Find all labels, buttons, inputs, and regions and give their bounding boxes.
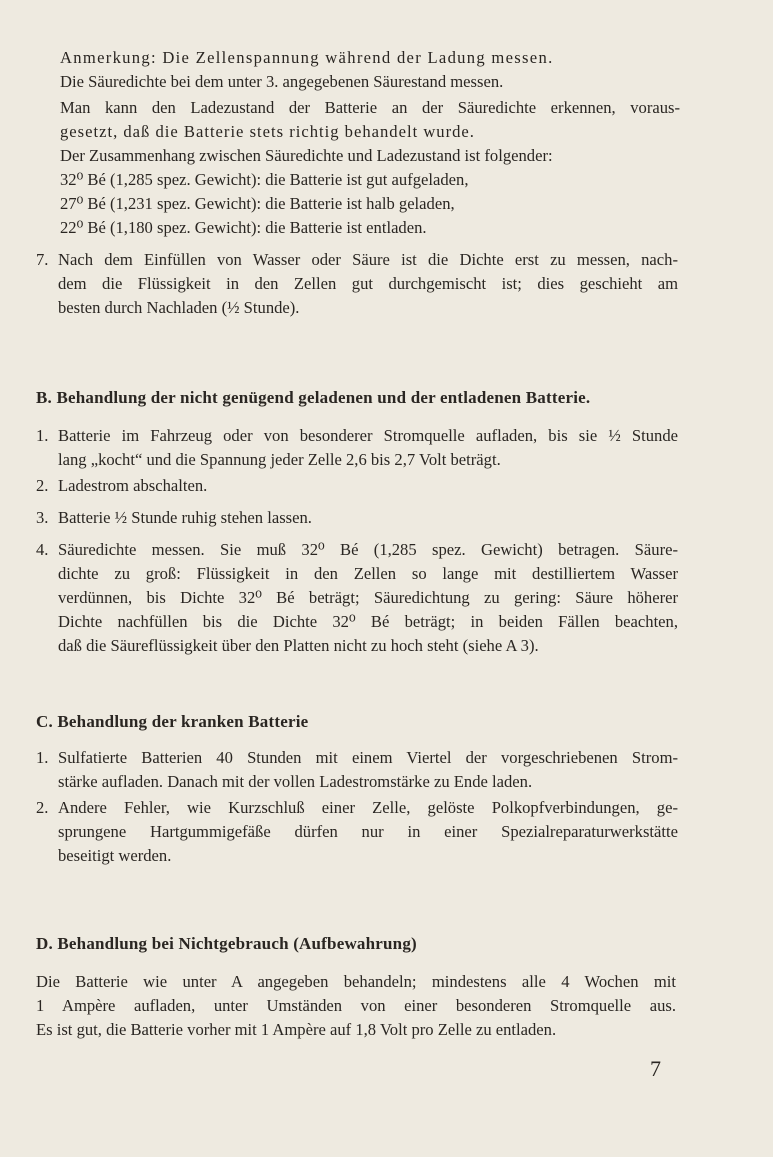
text-line: Die Batterie wie unter A angegeben behandeln; mindestens alle 4 Wochen mit bbox=[36, 972, 676, 991]
list-item bbox=[58, 538, 678, 658]
text-line: Batterie im Fahrzeug oder von besonderer Stromquelle aufladen, bis sie ½ Stunde bbox=[58, 426, 678, 445]
section-heading: B. Behandlung der nicht genügend geladenen und der entladenen Batterie. bbox=[36, 388, 591, 407]
text-line: Es ist gut, die Batterie vorher mit 1 Ampère auf 1,8 Volt pro Zelle zu entladen. bbox=[36, 1020, 557, 1039]
storage-paragraph bbox=[36, 970, 676, 1042]
list-item bbox=[58, 746, 678, 794]
text-line: Ladestrom abschalten. bbox=[58, 476, 208, 495]
section-heading: C. Behandlung der kranken Batterie bbox=[36, 712, 309, 731]
list-item bbox=[58, 474, 678, 498]
text-line: dem die Flüssigkeit in den Zellen gut durchgemischt ist; dies geschieht am bbox=[58, 274, 678, 293]
charge-state-paragraph bbox=[60, 96, 680, 240]
text-line: gesetzt, daß die Batterie stets richtig behandelt wurde. bbox=[60, 122, 475, 141]
item-number: 1. bbox=[36, 748, 49, 767]
text-line: lang „kocht“ und die Spannung jeder Zelle 2,6 bis 2,7 Volt beträgt. bbox=[58, 450, 501, 469]
item-number: 3. bbox=[36, 508, 49, 527]
list-item bbox=[58, 796, 678, 868]
item-number: 2. bbox=[36, 476, 49, 495]
text-line: besten durch Nachladen (½ Stunde). bbox=[58, 298, 300, 317]
text-line: verdünnen, bis Dichte 32⁰ Bé beträgt; Säuredichtung zu gering: Säure höherer bbox=[58, 588, 678, 607]
list-item bbox=[58, 506, 678, 530]
text-line: Anmerkung: Die Zellenspannung während der Ladung messen. bbox=[60, 48, 554, 67]
text-line: stärke aufladen. Danach mit der vollen Ladestromstärke zu Ende laden. bbox=[58, 772, 533, 791]
text-line: Die Säuredichte bei dem unter 3. angegebenen Säurestand messen. bbox=[60, 72, 504, 91]
item-number: 4. bbox=[36, 540, 49, 559]
text-line: beseitigt werden. bbox=[58, 846, 172, 865]
item-number: 2. bbox=[36, 798, 49, 817]
item-number: 7. bbox=[36, 250, 49, 269]
text-line: Sulfatierte Batterien 40 Stunden mit einem Viertel der vorgeschriebenen Strom- bbox=[58, 748, 678, 767]
text-line: 22⁰ Bé (1,180 spez. Gewicht): die Batterie ist entladen. bbox=[60, 218, 427, 237]
item-number: 1. bbox=[36, 426, 49, 445]
text-line: daß die Säureflüssigkeit über den Platten nicht zu hoch steht (siehe A 3). bbox=[58, 636, 539, 655]
text-line: dichte zu groß: Flüssigkeit in den Zellen so lange mit destilliertem Wasser bbox=[58, 564, 678, 583]
text-line: 1 Ampère aufladen, unter Umständen von einer besonderen Stromquelle aus. bbox=[36, 996, 676, 1015]
text-line: Nach dem Einfüllen von Wasser oder Säure ist die Dichte erst zu messen, nach- bbox=[58, 250, 678, 269]
text-line: Man kann den Ladezustand der Batterie an der Säuredichte erkennen, voraus- bbox=[60, 98, 680, 117]
text-line: sprungene Hartgummigefäße dürfen nur in einer Spezialreparaturwerkstätte bbox=[58, 822, 678, 841]
page-number: 7 bbox=[650, 1056, 661, 1081]
note-paragraph bbox=[60, 46, 680, 94]
text-line: Säuredichte messen. Sie muß 32⁰ Bé (1,285 spez. Gewicht) betragen. Säure- bbox=[58, 540, 678, 559]
text-line: 27⁰ Bé (1,231 spez. Gewicht): die Batterie ist halb geladen, bbox=[60, 194, 455, 213]
text-line: Batterie ½ Stunde ruhig stehen lassen. bbox=[58, 508, 312, 527]
list-item bbox=[58, 248, 678, 320]
text-line: Andere Fehler, wie Kurzschluß einer Zelle, gelöste Polkopfverbindungen, ge- bbox=[58, 798, 678, 817]
list-item bbox=[58, 424, 678, 472]
text-line: Der Zusammenhang zwischen Säuredichte und Ladezustand ist folgender: bbox=[60, 146, 553, 165]
text-line: Dichte nachfüllen bis die Dichte 32⁰ Bé beträgt; in beiden Fällen beachten, bbox=[58, 612, 678, 631]
text-line: 32⁰ Bé (1,285 spez. Gewicht): die Batterie ist gut aufgeladen, bbox=[60, 170, 469, 189]
section-heading: D. Behandlung bei Nichtgebrauch (Aufbewahrung) bbox=[36, 934, 417, 953]
